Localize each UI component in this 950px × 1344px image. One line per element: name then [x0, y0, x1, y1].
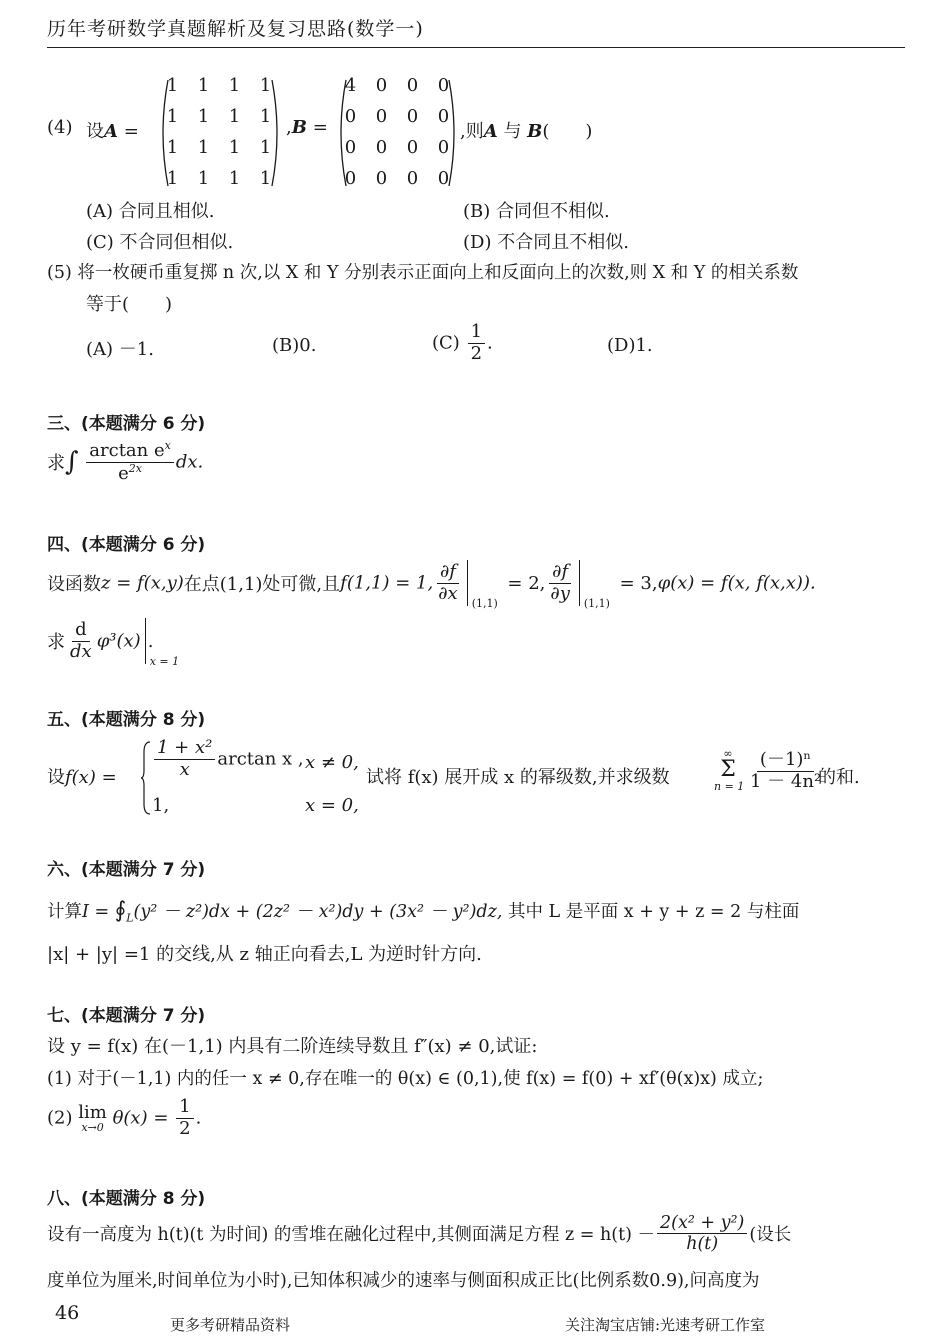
section-6-line2: |x| + |y| =1 的交线,从 z 轴正向看去,L 为逆时针方向. [47, 944, 482, 965]
matrix-b-row: 0 0 0 0 [344, 137, 450, 158]
matrix-a [157, 70, 281, 194]
piecewise-cond-2: x = 0, [305, 795, 359, 816]
matrix-b-row: 0 0 0 0 [344, 106, 450, 127]
section-8-heading: 八、(本题满分 8 分) [47, 1189, 206, 1209]
q4-tail: ,则A 与 B( ) [460, 121, 593, 142]
q5-line2: 等于( ) [86, 294, 173, 315]
q4-option-a: (A) 合同且相似. [86, 201, 215, 222]
q4-option-c: (C) 不合同但相似. [86, 232, 234, 253]
q4-option-b: (B) 合同但不相似. [463, 201, 610, 222]
footer-left-note: 更多考研精品资料 [170, 1316, 291, 1334]
matrix-b-row: 0 0 0 0 [344, 168, 450, 189]
section-4-heading: 四、(本题满分 6 分) [47, 535, 206, 555]
section-5-fx: 设f(x) = [47, 767, 117, 788]
piecewise-cond-1: x ≠ 0, [305, 752, 359, 773]
q5-option-d: (D)1. [607, 335, 653, 356]
matrix-a-row: 1 1 1 1 [166, 106, 272, 127]
section-7-line3: (2) lim x→0 θ(x) = $\frac{1}{2}$ . [47, 1096, 202, 1139]
q5-option-a: (A) －1. [86, 339, 154, 360]
section-5-tail: 的和. [818, 767, 860, 788]
q4-b-eq: ,B = [286, 117, 328, 138]
section-3-heading: 三、(本题满分 6 分) [47, 414, 206, 434]
running-header: 历年考研数学真题解析及复习思路(数学一) [47, 18, 424, 40]
section-8-line1: 设有一高度为 h(t)(t 为时间) 的雪堆在融化过程中,其侧面满足方程 z = h(t) － $\frac{\text{2(x² + y²)}}{h(t)}$ (设长 [47, 1213, 792, 1255]
q4-number: (4) [47, 117, 73, 138]
q5-option-b: (B)0. [272, 335, 317, 356]
matrix-b-right-paren [447, 78, 461, 188]
matrix-a-right-paren [270, 78, 284, 188]
matrix-a-row: 1 1 1 1 [166, 75, 272, 96]
matrix-b-row: 4 0 0 0 [344, 75, 450, 96]
section-7-line2: (1) 对于(－1,1) 内的任一 x ≠ 0,存在唯一的 θ(x) ∈ (0,1),使 f(x) = f(0) + xf′(θ(x)x) 成立; [47, 1069, 764, 1089]
section-8-line2: 度单位为厘米,时间单位为小时),已知体积减少的速率与侧面积成正比(比例系数0.9),问高度为 [47, 1271, 760, 1291]
section-7-heading: 七、(本题满分 7 分) [47, 1006, 206, 1026]
footer-right-note: 关注淘宝店铺:光速考研工作室 [565, 1316, 766, 1334]
piecewise-brace [140, 740, 152, 816]
matrix-b [335, 70, 459, 194]
header-rule [47, 47, 905, 48]
q4-set-text: 设A = [86, 121, 139, 142]
sum-symbol: ∞ Σ n = 1 [714, 747, 745, 793]
matrix-a-row: 1 1 1 1 [166, 168, 272, 189]
section-3-problem: 求∫ $\frac{\arctan e^x}{e^{2x}}$ dx. [47, 439, 204, 484]
matrix-a-row: 1 1 1 1 [166, 137, 272, 158]
section-4-line2: 求 $\frac{d}{dx}$ φ³(x) x = 1 . [47, 618, 180, 668]
q5-line1: (5) 将一枚硬币重复掷 n 次,以 X 和 Y 分别表示正面向上和反面向上的次数,则 X 和 Y 的相关系数 [47, 263, 799, 283]
piecewise-case-2: 1, [152, 795, 170, 816]
section-7-line1: 设 y = f(x) 在(－1,1) 内具有二阶连续导数且 f″(x) ≠ 0,试证: [47, 1036, 538, 1057]
piecewise-case-1: $\frac{\text{1 + x²}}{x}$ arctan x , [152, 738, 304, 780]
section-5-heading: 五、(本题满分 8 分) [47, 710, 206, 730]
page-number: 46 [55, 1302, 80, 1324]
section-6-heading: 六、(本题满分 7 分) [47, 860, 206, 880]
q4-option-d: (D) 不合同且不相似. [463, 232, 629, 253]
section-5-mid-text: 试将 f(x) 展开成 x 的幂级数,并求级数 [366, 767, 670, 788]
series-term: $\frac{\text{(－1)ⁿ}}{\text{1 － 4n²}}$ [750, 749, 822, 792]
section-4-line1: 设函数z = f(x,y)在点(1,1)处可微,且f(1,1) = 1, $\frac{\partial f}{\partial x}$ (1,1) = 2, $\frac{\partial f}{\partial y}$ (1,1) = 3,φ(x) = f(x, f(x,x)). [47, 560, 816, 610]
q5-option-c: (C) $\frac{1}{2}$ . [432, 321, 493, 364]
section-6-line1: 计算$I = ∮_L(y^2 - z^2)dx + (2z^2 - x^2)dy + (3x^2 - y^2)dz$, 其中 L 是平面 x + y + z = 2 与柱面 [47, 898, 800, 925]
